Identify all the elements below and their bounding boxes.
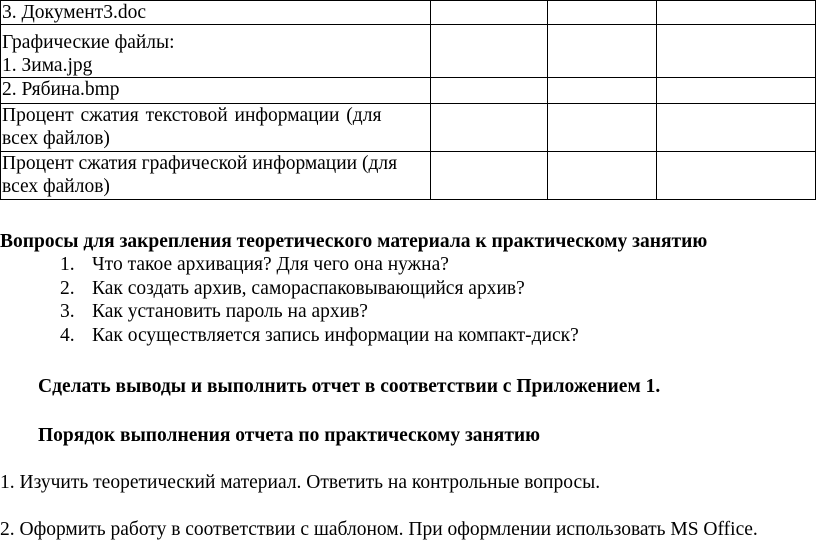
- table-cell-empty: [430, 1, 547, 25]
- questions-heading: Вопросы для закрепления теоретического материала к практическому занятию: [0, 231, 708, 252]
- cell-line: всех файлов): [2, 176, 110, 197]
- list-item-number: 2.: [60, 277, 75, 299]
- cell-line: всех файлов): [2, 128, 110, 149]
- list-item-number: 3.: [60, 301, 75, 322]
- table-cell-empty: [547, 152, 656, 200]
- questions-list: [0, 253, 816, 347]
- table-cell-empty: [430, 78, 547, 104]
- report-step-text: 2. Оформить работу в соответствии с шаблоном. При оформлении использовать MS Office.: [0, 519, 758, 540]
- table-cell-empty: [430, 152, 547, 200]
- table-cell-empty: [657, 78, 816, 104]
- table-row: [1, 25, 816, 78]
- table-cell-empty: [657, 25, 816, 78]
- table-cell-label: [1, 152, 431, 200]
- conclusion-heading: Сделать выводы и выполнить отчет в соответствии с Приложением 1.: [38, 376, 661, 397]
- list-item: [0, 277, 816, 301]
- list-item: [0, 300, 816, 324]
- results-table: [0, 0, 816, 200]
- questions-section: [0, 230, 816, 347]
- cell-line: Графические файлы:: [2, 32, 175, 53]
- cell-line: 2. Рябина.bmp: [2, 79, 120, 100]
- table-row: [1, 1, 816, 25]
- table-cell-label: [1, 1, 431, 25]
- list-item-text: Как установить пароль на архив?: [92, 301, 368, 322]
- cell-line: Процент сжатия текстовой информации (для: [2, 105, 382, 126]
- table-cell-empty: [657, 152, 816, 200]
- list-item-number: 4.: [60, 324, 75, 346]
- table-cell-empty: [657, 1, 816, 25]
- conclusion-section: [38, 375, 798, 398]
- table-cell-empty: [547, 104, 656, 152]
- cell-line: 3. Документ3.doc: [2, 2, 146, 23]
- table-cell-label: [1, 78, 431, 104]
- list-item-text: Как осуществляется запись информации на компакт-диск?: [92, 324, 579, 346]
- list-item-number: 1.: [60, 254, 75, 275]
- table-cell-empty: [657, 104, 816, 152]
- table-cell-empty: [547, 78, 656, 104]
- list-item-text: Как создать архив, самораспаковывающийся архив?: [92, 277, 525, 299]
- table-cell-empty: [547, 25, 656, 78]
- table-cell-label: [1, 25, 431, 78]
- report-heading: Порядок выполнения отчета по практическому занятию: [38, 425, 541, 446]
- list-item-text: Что такое архивация? Для чего она нужна?: [92, 254, 449, 275]
- cell-line: Процент сжатия графической информации (для: [2, 153, 398, 174]
- list-item: [0, 324, 816, 348]
- cell-line: 1. Зима.jpg: [2, 55, 93, 76]
- table-row: [1, 78, 816, 104]
- table-cell-empty: [430, 104, 547, 152]
- table-cell-label: [1, 104, 431, 152]
- report-step-2: [0, 518, 816, 541]
- table-cell-empty: [430, 25, 547, 78]
- list-item: [0, 253, 816, 277]
- report-title-section: [38, 424, 798, 447]
- report-step-1: [0, 471, 816, 494]
- table-cell-empty: [547, 1, 656, 25]
- table-row: [1, 104, 816, 152]
- table-row: [1, 152, 816, 200]
- report-step-text: 1. Изучить теоретический материал. Ответить на контрольные вопросы.: [0, 472, 601, 493]
